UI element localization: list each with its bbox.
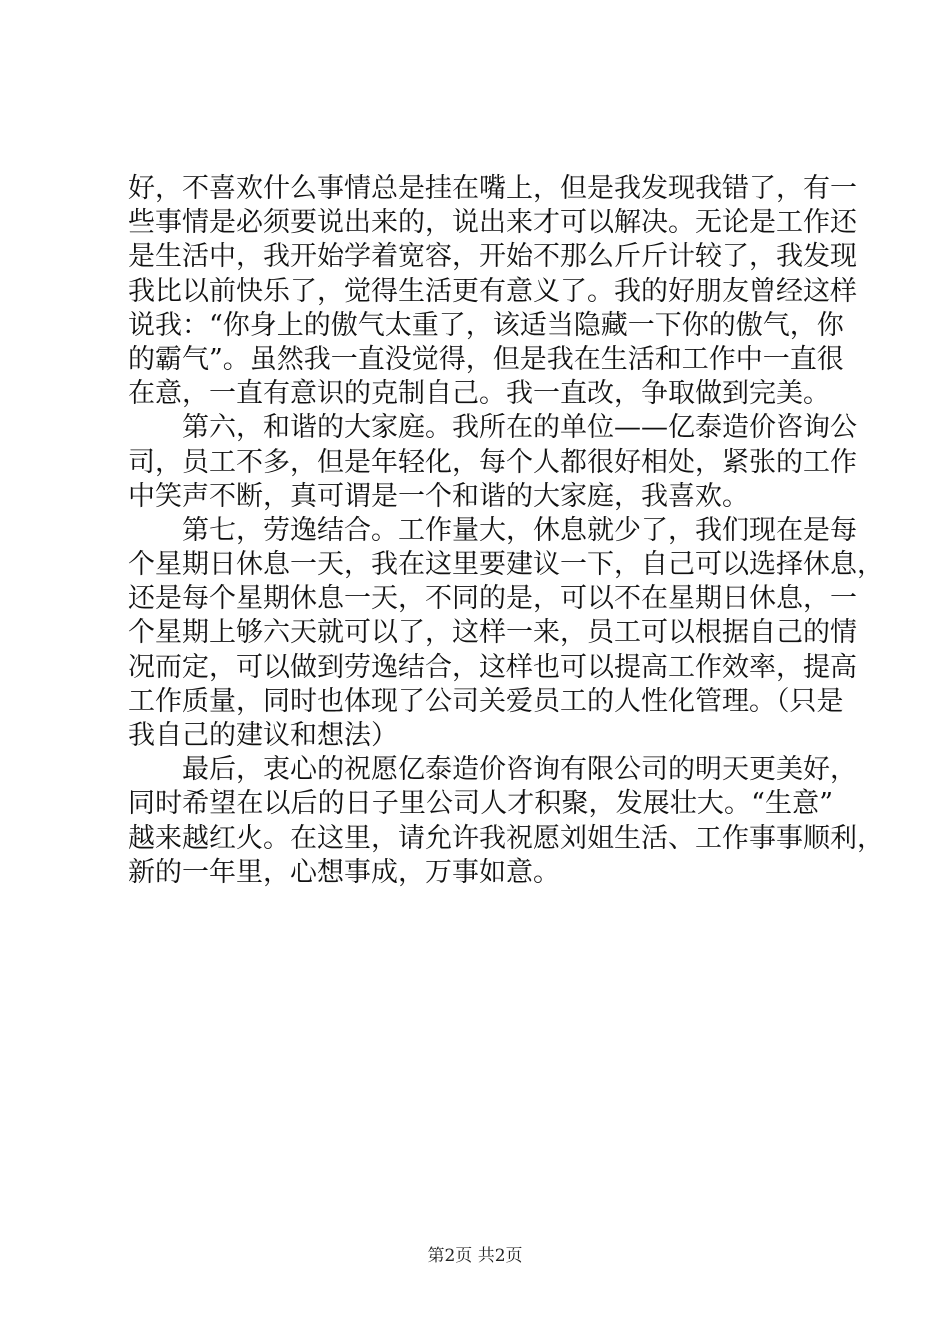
text-line: 个星期日休息一天，我在这里要建议一下，自己可以选择休息， xyxy=(128,549,884,581)
text-line: 说我：“你身上的傲气太重了，该适当隐藏一下你的傲气，你 xyxy=(128,309,844,341)
text-line: 司，员工不多，但是年轻化，每个人都很好相处，紧张的工作 xyxy=(128,446,857,478)
text-line: 越来越红火。在这里，请允许我祝愿刘姐生活、工作事事顺利， xyxy=(128,822,884,854)
text-line: 好，不喜欢什么事情总是挂在嘴上，但是我发现我错了，有一 xyxy=(128,173,857,204)
text-line: 我自己的建议和想法） xyxy=(128,720,398,751)
document-body xyxy=(128,172,884,890)
text-line: 的霸气”。虽然我一直没觉得，但是我在生活和工作中一直很 xyxy=(128,343,844,375)
text-line: 同时希望在以后的日子里公司人才积聚，发展壮大。“生意” xyxy=(128,788,833,820)
text-line: 在意，一直有意识的克制自己。我一直改，争取做到完美。 xyxy=(128,378,830,410)
text-line: 我比以前快乐了，觉得生活更有意义了。我的好朋友曾经这样 xyxy=(128,275,857,307)
paragraph-first-line: 第七，劳逸结合。工作量大，休息就少了，我们现在是每 xyxy=(182,514,857,546)
text-line: 个星期上够六天就可以了，这样一来，员工可以根据自己的情 xyxy=(128,617,857,649)
page-number-footer: 第2页 共2页 xyxy=(427,1246,523,1266)
text-line: 还是每个星期休息一天，不同的是，可以不在星期日休息，一 xyxy=(128,583,857,615)
text-line: 些事情是必须要说出来的，说出来才可以解决。无论是工作还 xyxy=(128,207,857,239)
text-line: 新的一年里，心想事成，万事如意。 xyxy=(128,856,560,888)
paragraph-first-line: 最后，衷心的祝愿亿泰造价咨询有限公司的明天更美好， xyxy=(182,754,857,786)
text-line: 况而定，可以做到劳逸结合，这样也可以提高工作效率，提高 xyxy=(128,651,857,683)
paragraph-first-line: 第六，和谐的大家庭。我所在的单位——亿泰造价咨询公 xyxy=(182,412,857,444)
text-line: 是生活中，我开始学着宽容，开始不那么斤斤计较了，我发现 xyxy=(128,241,857,273)
text-line: 中笑声不断，真可谓是一个和谐的大家庭，我喜欢。 xyxy=(128,480,749,512)
text-line: 工作质量，同时也体现了公司关爱员工的人性化管理。（只是 xyxy=(128,685,844,717)
